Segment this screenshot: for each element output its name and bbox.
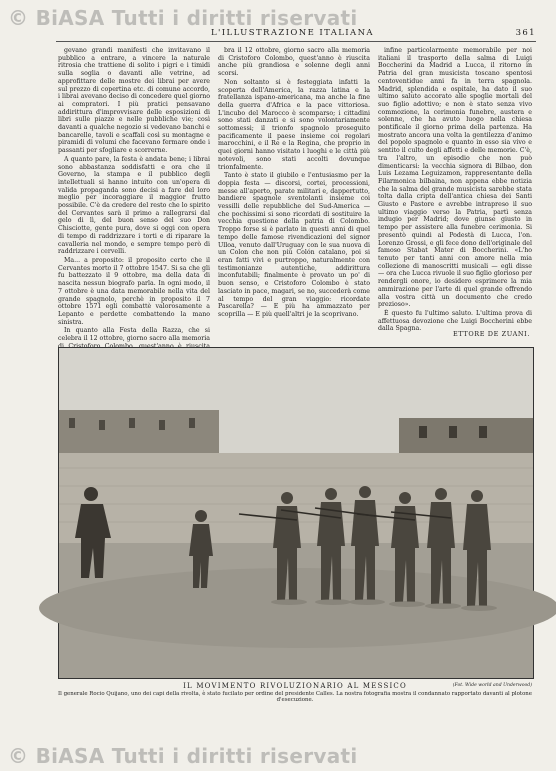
watermark-bottom: © BiASA Tutti i diritti riservati [8,744,358,768]
paragraph: Non soltanto si è festeggiata infatti la scoperta dell'America, la razza latina e la fratellanza ispano-americana, ma anche la fine della guerra d'Africa e la pace vittoriosa. L'incubo del Marocco è scomparso; i cittadini sono stati danzati e si sono volontariamente sottomessi; il trionfo spagnolo proseguito pacificamente il paese insieme coi regolari marocchini, e il Re e la Regina, che proprio in quei giorni hanno visitato i luoghi e le città più notevoli, sono stati accolti dovunque trionfalmente. [218,78,370,171]
author-signature: ETTORE DE ZUANI. [452,330,530,338]
execution-photograph [58,347,534,679]
text-column-1 [58,47,210,343]
header-rule [56,41,536,42]
paragraph: gevano grandi manifesti che invitavano il pubblico a entrare, a vincere la naturale ritrosia che trattiene di solito i pigri e i timidi sulla soglia o davanti alle vetrine, ad approfittare delle mostre dei librai per avere sul prezzo di copertina etc. di comune accordo, i librai avevano deciso di concedere quel giorno ai compratori. I più pratici pensavano addirittura d'improvvisare delle esposizioni di libri sulle piazze e nelle pubbliche vie; così davanti a qualche negozio si vedevano banchi e bancarelle, tavoli e scaffali così su montagne e piramidi di volumi che facevano fermare onde i passanti per sfogliare e scorrerne. [58,47,210,155]
caption-title: IL MOVIMENTO RIVOLUZIONARIO AL MESSICO [183,682,407,690]
photo-illustration [59,348,533,678]
paragraph: Tanto è stato il giubilo e l'entusiasmo per la doppia festa — discorsi, cortei, processioni, messe all'aperto, parate militari e, dappertutto, bandiere spagnole sventolanti insieme coi vessilli delle repubbliche del Sud-America — che pochissimi si sono ricordati di sostituire la vecchia questione della patria di Colombo. Troppo forse si è parlato in questi anni di quel tempo delle famose rivendicazioni del signor Ulloa, venuto dall'Uruguay con le sua nuova di un Colon che non più Colón catalano, poi si eran fatti vivi e purtroppo, naturalmente con testimonianze autentiche, addirittura inconfutabili; finalmente è provato un po' di buon senso, e Cristoforo Colombo è stato lasciato in pace, magari, se no, succederà come al tempo del gran viaggio: ricordate Pascarella? — E più ha ammazzato per scoprilla — E più quell'altri je la scoprivano. [218,172,370,318]
paragraph: È questo fu l'ultimo saluto. L'ultima prova di affettuosa devozione che Luigi Boccherini ebbe dalla Spagna. [378,309,532,333]
paragraph: infine particolarmente memorabile per noi italiani il trasporto della salma di Luigi Boccherini da Madrid a Lucca, il ritorno in Patria del gran musicista toscano spentosi centoventidue anni fa in terra spagnola. Madrid, splendida e ospitale, ha dato il suo ultimo saluto accorato alle spoglie mortali del suo figlio adottivo; e non è stato senza vivo commozione, la cerimonia funebre, austera e solenne, che ha avuto luogo nella chiesa pontificale il giorno prima della partenza. Ha mostrato ancora una volta la gentilezza d'animo del popolo spagnolo e quanto in esso sia vivo e sentito il culto degli affetti e delle memorie. C'è, tra l'altro, un episodio che non può dimenticarsi: la vecchia signora di Bilbao, don Luis Lezama Leguizamon, rappresentante della Filarmonica bilbaina, non appena ebbe notizia che la salma del grande musicista sarebbe stata tolta dalla cripta dell'antica chiesa dei Santi Giusto e Pastore e avrebbe intrapreso il suo ultimo viaggio verso la Patria, partì senza indugio per Madrid; dove giunse giusto in tempo per assistere alla funebre cerimonia. Si presentò quindi al Podestà di Lucca, l'on. Lorenzo Grossi, e gli fece dono dell'originale del famoso Stabat Mater di Boccherini. «L'ho tenuto per tanti anni con amore nella mia collezione di manoscritti musicali — egli disse — ora che Lucca rivuole il suo figlio glorioso per rendergli onore, io desidero esprimere la mia ammirazione per l'arte di quel grande offrendo alla vostra città un documento che credo prezioso». [378,47,532,309]
paragraph: A quanto pare, la festa è andata bene; i librai sono abbastanza soddisfatti e ora che il Governo, la stampa e il pubblico degli intellettuali si hanno intuito con un'opera di valida propaganda sono decisi a fare del loro meglio per incoraggiare il maggior frutto possibile. C'è da credere del resto che lo spirito del Cervantes sarà il primo a rallegrarsi dal gelo di lì, del buon senso del suo Don Chisciotte, gente pura, dove si oggi con opera di tempo di raddrizzare i torti e di riparare la cavalleria nel mondo, e sempre tempo però di raddrizzare i cervelli. [58,155,210,256]
text-column-3 [378,47,532,333]
caption-description: Il generale Rocio Quijano, uno dei capi della rivolta, è stato fucilato per ordine del presidente Calles. La nostra fotografia mostra il condannato rapportato davanti al plotone d'esecuzione. [58,690,532,704]
magazine-title: L'ILLUSTRAZIONE ITALIANA [211,28,374,38]
watermark-top: © BiASA Tutti i diritti riservati [8,6,358,30]
paragraph: bra il 12 ottobre, giorno sacro alla memoria di Cristoforo Colombo, quest'anno è riuscita anche più grandiosa e solenne degli anni scorsi. [218,47,370,78]
page-number: 361 [515,28,536,38]
paragraph: Ma... a proposito: il proposito certo che il Cervantes morto il 7 ottobre 1547. Si sa che gli fu battezzato il 9 ottobre, ma della data di nascita nessun biografo parla. In ogni modo, il 7 ottobre è una data memorabile nella vita del grande spagnolo, perchè in proposito il 7 ottobre 1571 egli combattè valorosamente a Lepanto e perdette combattendo la mano sinistra. [58,256,210,326]
photo-credit: (Fot. Wide world and Underwood) [452,683,532,688]
paragraph: In quanto alla Festa della Razza, che si celebra il 12 ottobre, giorno sacro alla memoria [58,327,210,343]
photo-caption [58,683,532,704]
text-column-2 [218,47,370,335]
